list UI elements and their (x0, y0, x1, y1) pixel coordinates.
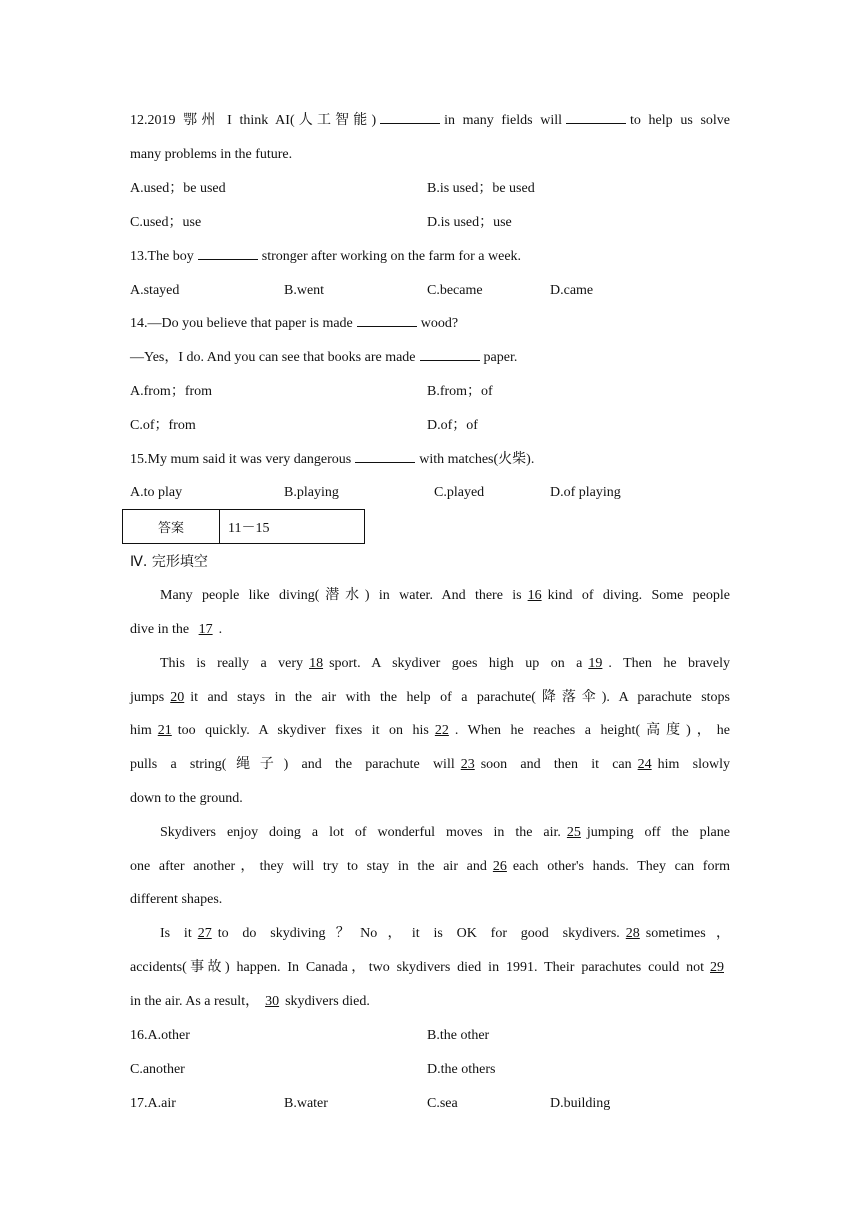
q13-stem-text: stronger after working on the farm for a week. (261, 249, 522, 264)
q15-option-a: A.to play (130, 485, 183, 500)
q14-stem-text: —Yes，I do. And you can see that books are made (130, 350, 416, 365)
q12-stem-text: in many fields will (444, 113, 562, 128)
q12-stem (130, 111, 730, 131)
blank-number: 20 (170, 690, 185, 705)
q12-option-d: D.is used；use (427, 215, 512, 230)
passage-line (160, 823, 730, 843)
q12-option-a: A.used；be used (130, 181, 226, 196)
answer-blank (355, 450, 415, 463)
q15-option-c: C.played (434, 485, 485, 500)
blank-number: 19 (588, 656, 603, 671)
passage-line (160, 586, 730, 606)
passage-text: one after another，they will try to stay in the air and (130, 859, 487, 874)
blank-number: 30 (265, 994, 280, 1009)
blank-number: 17 (198, 622, 213, 637)
passage-text: Is it (160, 926, 192, 941)
q14-option-b: B.from；of (427, 384, 493, 399)
passage-line (130, 620, 222, 640)
passage-text: Many people like diving(潜水) in water. And there is (160, 588, 522, 603)
passage-text: each other's hands. They can form (512, 859, 730, 874)
passage-text: too quickly. A skydiver fixes it on his (177, 723, 429, 738)
passage-text: soon and then it can (480, 757, 632, 772)
q17-option-d: D.building (550, 1096, 611, 1111)
q12-option-b: B.is used；be used (427, 181, 535, 196)
answer-blank (380, 111, 440, 124)
passage-text: pulls a string(绳子) and the parachute will (130, 757, 455, 772)
q17-option-a: 17.A.air (130, 1096, 176, 1111)
passage-line (160, 924, 730, 944)
q14-stem (130, 314, 458, 334)
passage-text: This is really a very (160, 656, 304, 671)
q14-option-c: C.of；from (130, 418, 196, 433)
blank-number: 23 (460, 757, 475, 772)
blank-number: 28 (625, 926, 640, 941)
q13-option-d: D.came (550, 283, 594, 298)
passage-text: . Then he bravely (608, 656, 730, 671)
q16-option-a: 16.A.other (130, 1028, 190, 1043)
blank-number: 24 (637, 757, 652, 772)
q13-stem-text: 13.The boy (130, 249, 194, 264)
q12-stem-text: to help us solve (630, 113, 730, 128)
blank-number: 22 (434, 723, 449, 738)
q14-option-d: D.of；of (427, 418, 478, 433)
q16-option-d: D.the others (427, 1062, 496, 1077)
passage-text: . When he reaches a height(高度)，he (454, 723, 730, 738)
passage-line (160, 654, 730, 674)
blank-number: 27 (197, 926, 212, 941)
passage-text: it and stays in the air with the help of a parachute(降落伞). A parachute stops (190, 690, 730, 705)
blank-number: 21 (157, 723, 172, 738)
q17-option-b: B.water (284, 1096, 328, 1111)
passage-line (130, 688, 730, 708)
passage-text: jumps (130, 690, 165, 705)
q13-option-c: C.became (427, 283, 483, 298)
passage-text: him slowly (657, 757, 730, 772)
passage-line (130, 755, 730, 775)
q15-stem-text: with matches(火柴). (419, 452, 535, 467)
answer-table-range: 11－15 (220, 510, 365, 544)
answer-table (122, 509, 365, 544)
passage-line (130, 721, 730, 741)
passage-line (130, 992, 370, 1012)
q17-option-c: C.sea (427, 1096, 458, 1111)
answer-blank (420, 348, 480, 361)
q14-stem-text: paper. (483, 350, 518, 365)
q15-stem (130, 450, 534, 470)
passage-text: skydivers died. (285, 994, 370, 1009)
answer-table-label: 答案 (123, 510, 220, 544)
passage-text: accidents(事故) happen. In Canada，two skydivers died in 1991. Their parachutes could not (130, 960, 704, 975)
q15-option-d: D.of playing (550, 485, 621, 500)
section-title: Ⅳ. 完形填空 (130, 554, 208, 570)
passage-text: in the air. As a result， (130, 994, 260, 1009)
blank-number: 29 (710, 960, 724, 975)
q12-option-c: C.used；use (130, 215, 202, 230)
blank-number: 26 (492, 859, 507, 874)
passage-line: different shapes. (130, 892, 223, 907)
q16-option-c: C.another (130, 1062, 185, 1077)
passage-text: Skydivers enjoy doing a lot of wonderful moves in the air. (160, 825, 561, 840)
q14-stem-text: wood? (420, 316, 459, 331)
blank-number: 25 (566, 825, 581, 840)
q16-option-b: B.the other (427, 1028, 490, 1043)
passage-text: jumping off the plane (586, 825, 730, 840)
q13-stem (130, 247, 521, 267)
passage-text: . (218, 622, 223, 637)
answer-blank (566, 111, 626, 124)
passage-text: kind of diving. Some people (547, 588, 730, 603)
blank-number: 16 (527, 588, 542, 603)
q15-option-b: B.playing (284, 485, 339, 500)
q14-option-a: A.from；from (130, 384, 213, 399)
passage-line (130, 857, 730, 877)
passage-line: down to the ground. (130, 791, 243, 806)
q12-stem-text: 12.2019 鄂州 I think AI(人工智能) (130, 113, 377, 128)
passage-text: him (130, 723, 152, 738)
q15-stem-text: 15.My mum said it was very dangerous (130, 452, 352, 467)
q14-stem-text: 14.—Do you believe that paper is made (130, 316, 353, 331)
passage-line (130, 958, 730, 978)
q12-stem-line2: many problems in the future. (130, 147, 293, 162)
q13-option-a: A.stayed (130, 283, 180, 298)
answer-blank (357, 314, 417, 327)
passage-text: sometimes， (645, 926, 730, 941)
q14-stem-line2 (130, 348, 517, 368)
passage-text: to do skydiving？No，it is OK for good skydivers. (217, 926, 620, 941)
passage-text: dive in the (130, 622, 190, 637)
answer-blank (198, 247, 258, 260)
q13-option-b: B.went (284, 283, 325, 298)
blank-number: 18 (309, 656, 324, 671)
passage-text: sport. A skydiver goes high up on a (329, 656, 583, 671)
